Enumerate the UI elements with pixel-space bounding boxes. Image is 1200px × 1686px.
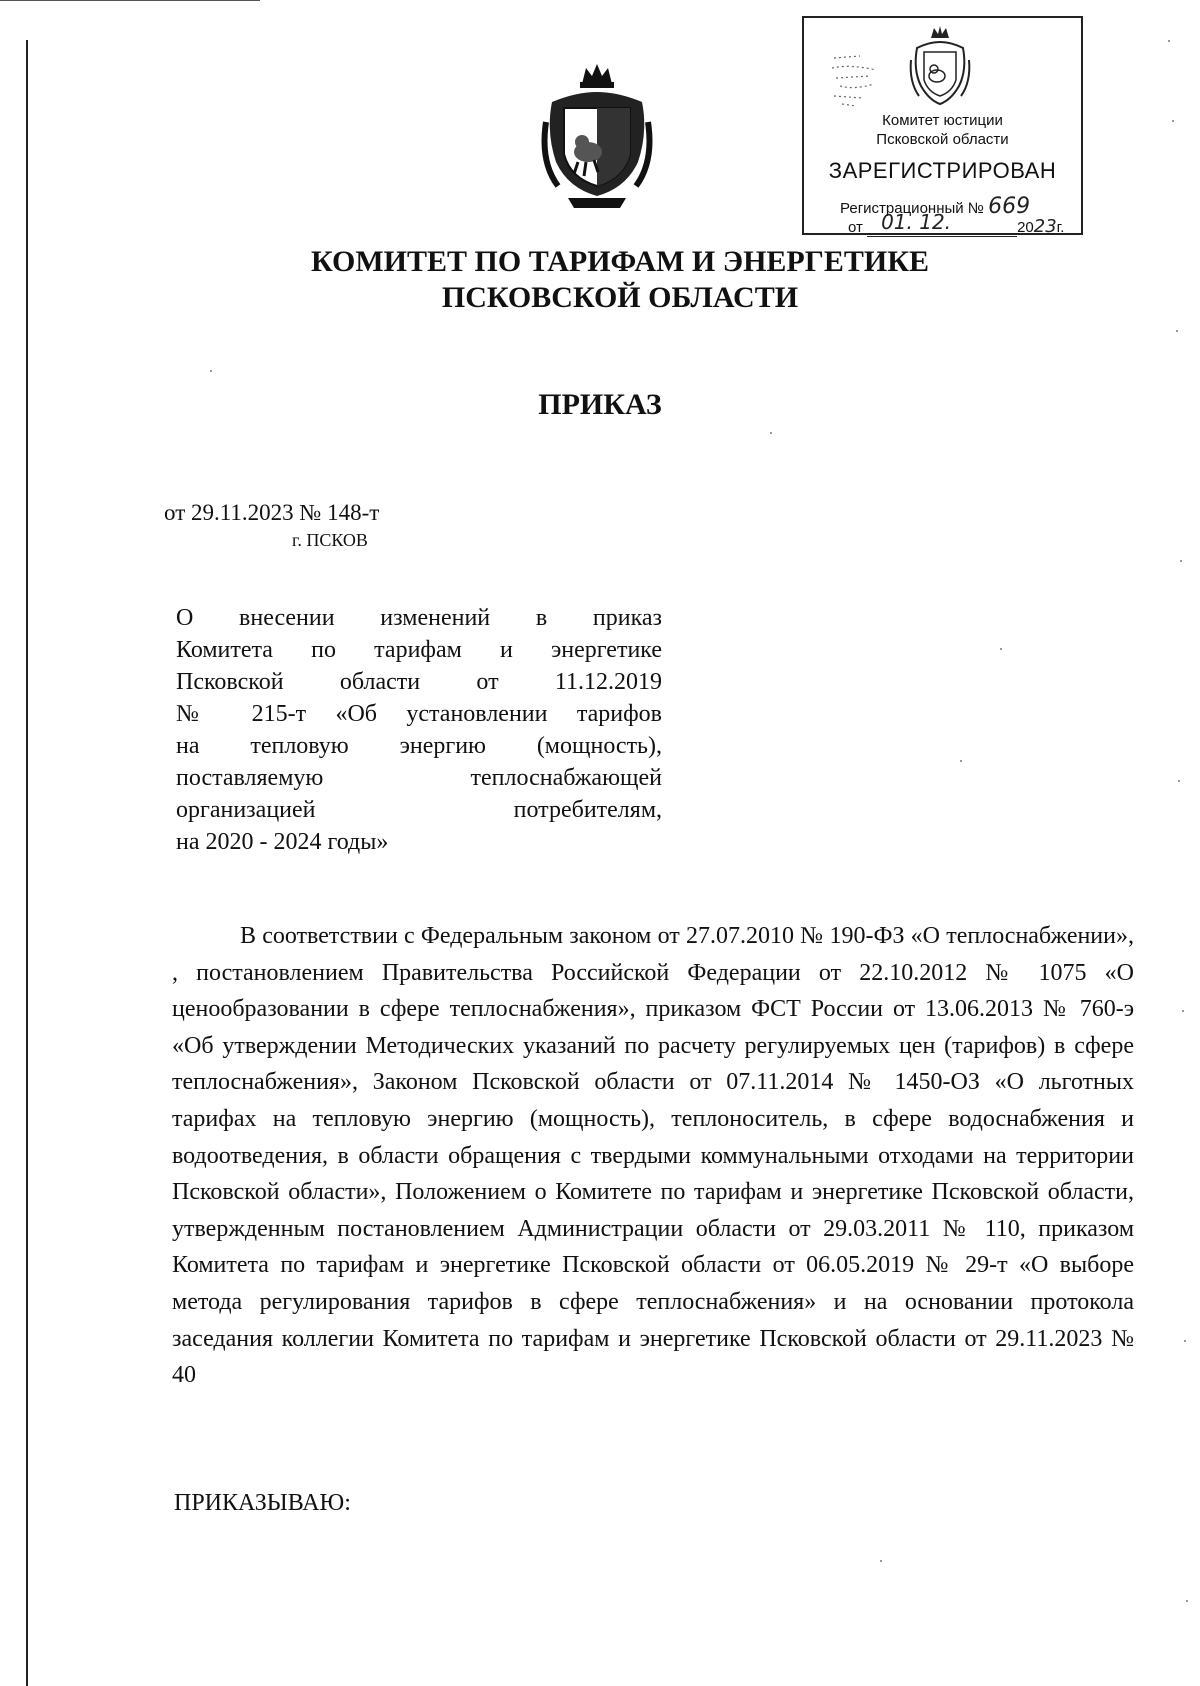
left-border-line	[26, 40, 28, 1686]
stamp-year-prefix: 20	[1017, 219, 1034, 236]
subject-line: № 215-т «Об установлении тарифов	[176, 701, 662, 727]
scan-speck	[1178, 780, 1180, 782]
order-word: ПРИКАЗЫВАЮ:	[174, 1490, 351, 1516]
subject-line: Псковской области от 11.12.2019	[176, 669, 662, 695]
scan-speck	[1000, 648, 1002, 650]
coat-of-arms-icon	[538, 62, 656, 210]
subject-line: на 2020 - 2024 годы»	[176, 829, 389, 855]
document-type: ПРИКАЗ	[538, 388, 662, 421]
stamp-org-line-1: Комитет юстиции	[882, 112, 1003, 129]
scan-speck	[1182, 1010, 1184, 1012]
registration-stamp	[802, 16, 1083, 235]
stamp-date-line	[848, 210, 1065, 237]
subject-line: организацией потребителям,	[176, 797, 662, 823]
organization-title-line-1: КОМИТЕТ ПО ТАРИФАМ И ЭНЕРГЕТИКЕ	[311, 245, 929, 278]
document-place: г. ПСКОВ	[292, 530, 368, 550]
scan-speck	[210, 370, 212, 372]
subject-line: Комитета по тарифам и энергетике	[176, 637, 662, 663]
scan-speck	[1172, 120, 1174, 122]
subject-line: поставляемую теплоснабжающей	[176, 765, 662, 791]
stamp-year-value: 23	[1033, 216, 1057, 237]
stamp-year-suffix: г.	[1056, 219, 1065, 236]
document-subject	[176, 602, 662, 858]
scan-speck	[1176, 330, 1178, 332]
stamp-status: ЗАРЕГИСТРИРОВАН	[828, 158, 1057, 183]
organization-title	[240, 244, 1000, 316]
subject-line: О внесении изменений в приказ	[176, 605, 662, 631]
top-rule	[0, 0, 260, 1]
scan-speck	[1186, 1600, 1188, 1602]
stamp-coat-of-arms-icon	[907, 26, 973, 108]
scan-speck	[960, 760, 962, 762]
organization-title-line-2: ПСКОВСКОЙ ОБЛАСТИ	[441, 281, 799, 314]
scan-speck	[1180, 560, 1182, 562]
body-paragraph: В соответствии с Федеральным законом от 27.07.2010 № 190-ФЗ «О теплоснабжении», , постановлением Правительства Российской Федерации от 22.10.2012 № 1075 «О ценообразовании в сфере теплоснабжения», приказом ФСТ России от 13.06.2013 № 760-э «Об утверждении Методических указаний по расчету регулируемых цен (тарифов) в сфере теплоснабжения», Законом Псковской области от 07.11.2014 № 1450-ОЗ «О льготных тарифах на тепловую энергию (мощность), теплоноситель, в сфере водоснабжения и водоотведения, в области обращения с твердыми коммунальными отходами на территории Псковской области», Положением о Комитете по тарифам и энергетике Псковской области, утвержденным постановлением Администрации области от 29.03.2011 № 110, приказом Комитета по тарифам и энергетике Псковской области от 06.05.2019 № 29-т «О выборе метода регулирования тарифов в сфере теплоснабжения» и на основании протокола заседания коллегии Комитета по тарифам и энергетике Псковской области от 29.11.2023 № 40	[172, 923, 1134, 1389]
scan-speck	[880, 1560, 882, 1562]
scan-speck	[770, 432, 772, 434]
stamp-date-prefix: от	[848, 219, 863, 236]
stamp-org-line-2: Псковской области	[876, 131, 1009, 148]
stamp-reg-number: 669	[988, 194, 1031, 219]
document-number: от 29.11.2023 № 148-т	[164, 500, 380, 525]
scan-speck	[1184, 1340, 1186, 1342]
stamp-organization	[804, 111, 1081, 149]
stamp-date-value: 01. 12.	[881, 210, 952, 234]
stamp-scribble-mark	[830, 50, 882, 110]
stamp-reg-label: Регистрационный №	[840, 200, 984, 217]
scan-speck	[1168, 40, 1170, 42]
subject-line: на тепловую энергию (мощность),	[176, 733, 662, 759]
stamp-date-blank	[867, 210, 1017, 237]
